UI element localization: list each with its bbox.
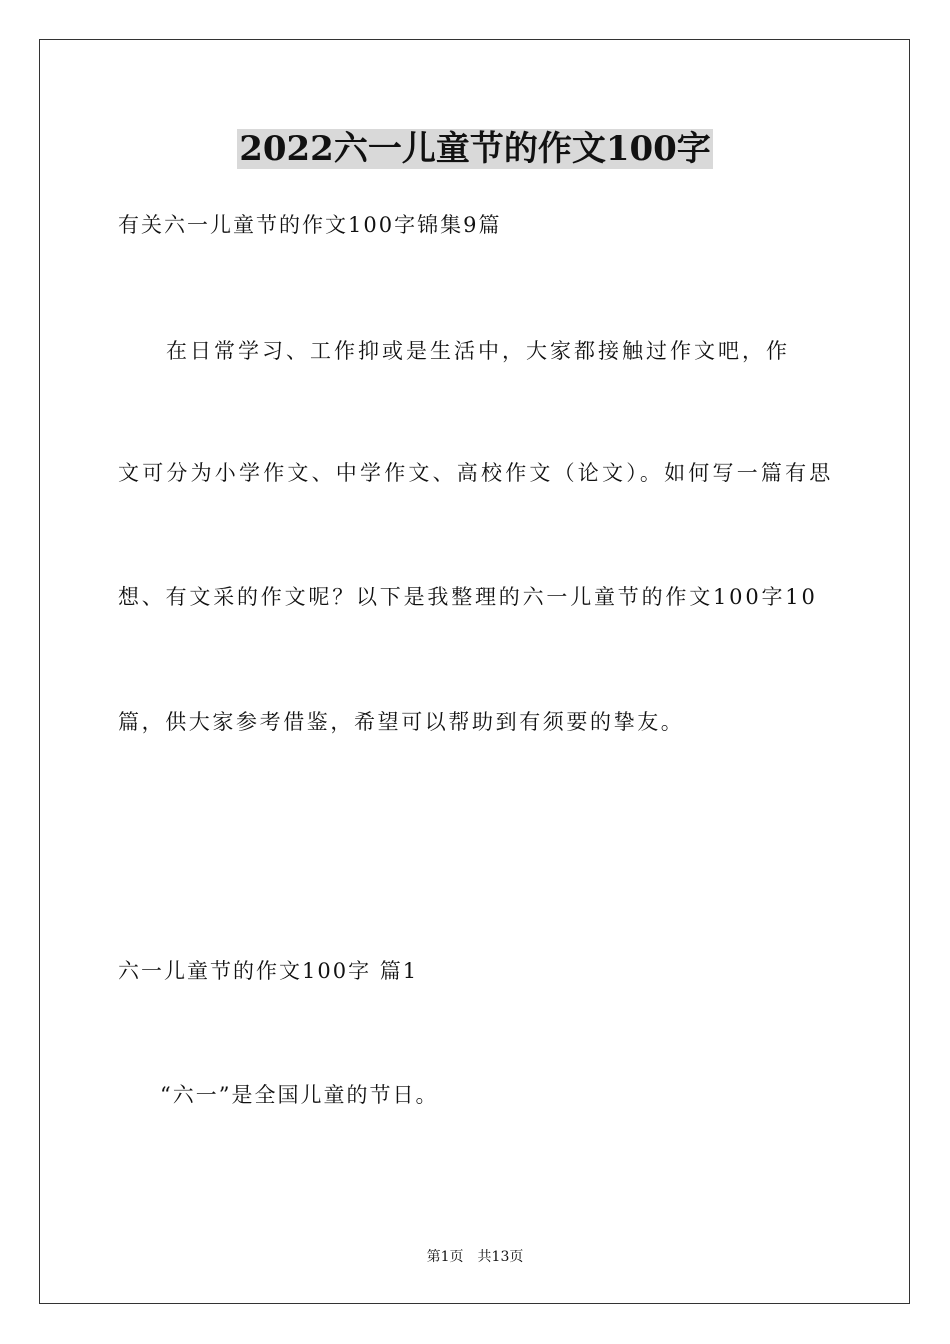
intro-line-2: 文可分为小学作文、中学作文、高校作文（论文）。如何写一篇有思	[118, 461, 834, 485]
section-first-line: “六一”是全国儿童的节日。	[160, 1083, 439, 1107]
document-title-text: 2022六一儿童节的作文100字	[239, 129, 711, 169]
intro-line-4: 篇，供大家参考借鉴，希望可以帮助到有须要的挚友。	[118, 710, 685, 734]
intro-line-3: 想、有文采的作文呢？以下是我整理的六一儿童节的作文100字10	[118, 585, 818, 609]
page-footer: 第1页 共13页	[426, 1249, 524, 1265]
intro-line-1: 在日常学习、工作抑或是生活中，大家都接触过作文吧，作	[118, 339, 790, 363]
section-heading: 六一儿童节的作文100字 篇1	[118, 959, 419, 983]
document-title	[0, 125, 950, 173]
document-subtitle: 有关六一儿童节的作文100字锦集9篇	[118, 213, 502, 237]
